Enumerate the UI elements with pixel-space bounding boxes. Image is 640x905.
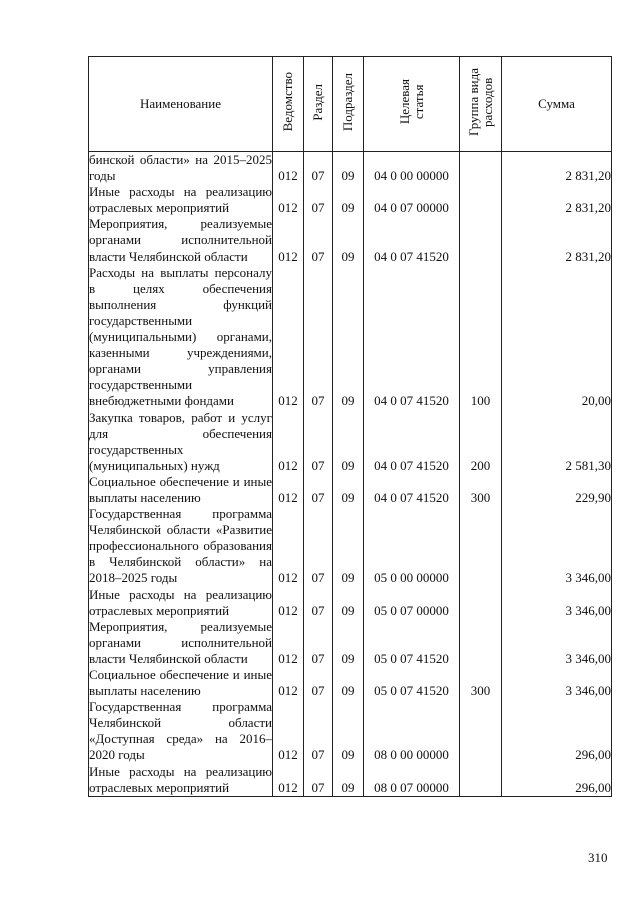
- row-target-item: 04 0 07 41520: [364, 410, 460, 474]
- row-name: Иные расходы на реализацию отраслевых мероприятий: [89, 586, 272, 618]
- row-name: Иные расходы на реализацию отраслевых мероприятий: [89, 763, 272, 795]
- row-section: 07: [304, 764, 333, 797]
- row-amount: 3 346,00: [502, 667, 612, 699]
- page-number: 310: [588, 850, 608, 865]
- row-section: 07: [304, 184, 333, 216]
- row-section: 07: [304, 152, 333, 185]
- row-target-item: 05 0 07 41520: [364, 619, 460, 667]
- table-row: [89, 265, 612, 410]
- row-expense-group: [460, 506, 502, 586]
- row-department: 012: [273, 619, 304, 667]
- row-name: Государственная программа Челябинской области «Доступная среда» на 2016–2020 годы: [89, 699, 272, 763]
- row-name: Государственная программа Челябинской области «Развитие профессионального образования в Челябинской области» на 2018–2025 годы: [89, 506, 272, 586]
- row-name: Закупка товаров, работ и услуг для обеспечения государственных (муниципальных) нужд: [89, 409, 272, 473]
- row-amount: 2 831,20: [502, 184, 612, 216]
- row-amount: 3 346,00: [502, 506, 612, 586]
- header-subsection: Подраздел: [333, 57, 364, 152]
- row-subsection: 09: [333, 506, 364, 586]
- row-target-item: 04 0 07 41520: [364, 216, 460, 264]
- row-target-item: 08 0 07 00000: [364, 764, 460, 797]
- row-section: 07: [304, 216, 333, 264]
- row-department: 012: [273, 265, 304, 410]
- table-row: [89, 184, 612, 216]
- row-expense-group: [460, 619, 502, 667]
- row-department: 012: [273, 699, 304, 763]
- table-header-row: [89, 57, 612, 152]
- row-department: 012: [273, 667, 304, 699]
- table-row: [89, 506, 612, 586]
- row-department: 012: [273, 216, 304, 264]
- table-row: [89, 764, 612, 797]
- row-target-item: 08 0 00 00000: [364, 699, 460, 763]
- row-subsection: 09: [333, 216, 364, 264]
- row-department: 012: [273, 410, 304, 474]
- row-section: 07: [304, 699, 333, 763]
- row-name: Мероприятия, реализуемые органами исполнительной власти Челябинской области: [89, 216, 272, 264]
- table-row: [89, 667, 612, 699]
- row-expense-group: 100: [460, 265, 502, 410]
- row-expense-group: 300: [460, 667, 502, 699]
- row-section: 07: [304, 506, 333, 586]
- row-target-item: 05 0 07 00000: [364, 587, 460, 619]
- header-expense-group: Группа вида расходов: [460, 57, 502, 152]
- row-target-item: 04 0 07 41520: [364, 265, 460, 410]
- table-row: [89, 216, 612, 264]
- row-target-item: 04 0 00 00000: [364, 152, 460, 185]
- row-amount: 3 346,00: [502, 587, 612, 619]
- row-amount: 2 581,30: [502, 410, 612, 474]
- row-amount: 2 831,20: [502, 216, 612, 264]
- row-section: 07: [304, 265, 333, 410]
- row-department: 012: [273, 152, 304, 185]
- row-section: 07: [304, 410, 333, 474]
- row-expense-group: 300: [460, 474, 502, 506]
- row-name: Социальное обеспечение и иные выплаты населению: [89, 667, 272, 699]
- row-amount: 296,00: [502, 699, 612, 763]
- row-target-item: 05 0 07 41520: [364, 667, 460, 699]
- row-target-item: 05 0 00 00000: [364, 506, 460, 586]
- row-section: 07: [304, 474, 333, 506]
- row-name: Иные расходы на реализацию отраслевых мероприятий: [89, 184, 272, 216]
- header-amount: Сумма: [502, 57, 612, 152]
- row-section: 07: [304, 619, 333, 667]
- row-subsection: 09: [333, 265, 364, 410]
- budget-table: [88, 56, 612, 797]
- row-subsection: 09: [333, 699, 364, 763]
- row-expense-group: [460, 216, 502, 264]
- row-section: 07: [304, 667, 333, 699]
- row-expense-group: [460, 184, 502, 216]
- row-amount: 3 346,00: [502, 619, 612, 667]
- row-expense-group: [460, 587, 502, 619]
- row-name: Социальное обеспечение и иные выплаты населению: [89, 473, 272, 505]
- row-subsection: 09: [333, 764, 364, 797]
- row-subsection: 09: [333, 474, 364, 506]
- row-amount: 2 831,20: [502, 152, 612, 185]
- row-expense-group: [460, 764, 502, 797]
- header-department: Ведомство: [273, 57, 304, 152]
- table-row: [89, 474, 612, 506]
- row-subsection: 09: [333, 410, 364, 474]
- row-department: 012: [273, 184, 304, 216]
- row-target-item: 04 0 07 41520: [364, 474, 460, 506]
- row-subsection: 09: [333, 619, 364, 667]
- table-row: [89, 410, 612, 474]
- row-subsection: 09: [333, 667, 364, 699]
- row-expense-group: [460, 152, 502, 185]
- row-name: Расходы на выплаты персоналу в целях обеспечения выполнения функций государственными (муниципальными) органами, казенными учреждениями, органами управления государственными внебюджетными фондами: [89, 264, 272, 409]
- row-expense-group: 200: [460, 410, 502, 474]
- row-subsection: 09: [333, 587, 364, 619]
- table-row: [89, 587, 612, 619]
- row-target-item: 04 0 07 00000: [364, 184, 460, 216]
- row-department: 012: [273, 764, 304, 797]
- header-section: Раздел: [304, 57, 333, 152]
- table-row: [89, 619, 612, 667]
- row-amount: 229,90: [502, 474, 612, 506]
- table-row: [89, 699, 612, 763]
- row-name: Мероприятия, реализуемые органами исполнительной власти Челябинской области: [89, 618, 272, 666]
- row-subsection: 09: [333, 152, 364, 185]
- row-amount: 296,00: [502, 764, 612, 797]
- row-amount: 20,00: [502, 265, 612, 410]
- header-name: Наименование: [89, 57, 273, 152]
- row-section: 07: [304, 587, 333, 619]
- row-department: 012: [273, 587, 304, 619]
- row-department: 012: [273, 506, 304, 586]
- row-expense-group: [460, 699, 502, 763]
- header-target-item: Целевая статья: [364, 57, 460, 152]
- row-name: бинской области» на 2015–2025 годы: [89, 152, 272, 184]
- table-row: [89, 152, 612, 185]
- row-department: 012: [273, 474, 304, 506]
- row-subsection: 09: [333, 184, 364, 216]
